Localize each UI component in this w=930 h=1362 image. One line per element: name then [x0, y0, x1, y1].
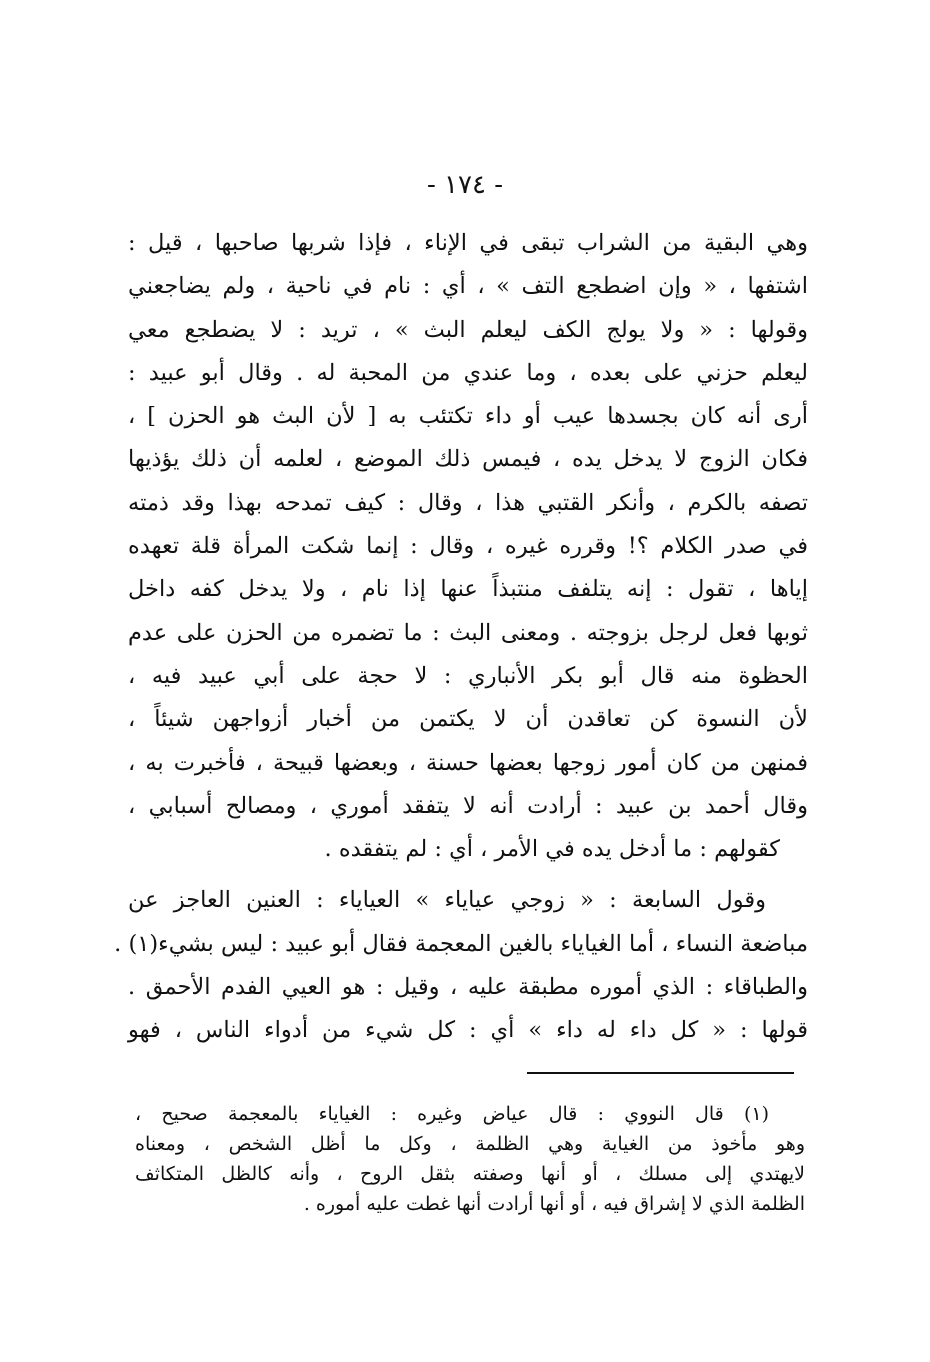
text-line: ثوبها فعل لرجل بزوجته . ومعنى البث : ما تضمره من الحزن على عدم: [128, 619, 808, 646]
text-line: كقولهم : ما أدخل يده في الأمر ، أي : لم يتفقده .: [324, 836, 780, 863]
text-line: مباضعة النساء ، أما الغياياء بالغين المعجمة فقال أبو عبيد : ليس بشيء(١) .: [114, 930, 808, 957]
text-line: إياها ، تقول : إنه يتلفف منتبذاً عنها إذا نام ، ولا يدخل كفه داخل: [128, 576, 808, 603]
text-line: الحظوة منه قال أبو بكر الأنباري : لا حجة على أبي عبيد فيه ،: [128, 662, 808, 689]
paragraph-gap: [128, 871, 808, 879]
text-line: تصفه بالكرم ، وأنكر القتبي هذا ، وقال : كيف تمدحه بهذا وقد ذمته: [128, 489, 808, 516]
main-text: [114, 222, 808, 1053]
footnote: [135, 1099, 805, 1219]
text-line: أرى أنه كان بجسدها عيب أو داء تكتئب به [ لأن البث هو الحزن ] ،: [128, 403, 808, 430]
footnote-line: الظلمة الذي لا إشراق فيه ، أو أنها أرادت أنها غطت عليه أموره .: [303, 1193, 805, 1215]
footnote-line: لايهتدي إلى مسلك ، أو أنها وصفته بثقل الروح ، وأنه كالظل المتكاثف: [135, 1163, 805, 1185]
footnote-divider: [527, 1072, 794, 1074]
text-line: والطباقاء : الذي أموره مطبقة عليه ، وقيل : هو العيي الفدم الأحمق .: [128, 974, 808, 1001]
text-line: اشتفها ، « وإن اضطجع التف » ، أي : نام في ناحية ، ولم يضاجعني: [128, 273, 808, 300]
text-line: قولها : « كل داء له داء » أي : كل شيء من أدواء الناس ، فهو: [128, 1017, 808, 1044]
text-line: في صدر الكلام ؟! وقرره غيره ، وقال : إنما شكت المرأة قلة تعهده: [128, 533, 808, 560]
page-number: - ١٧٤ -: [426, 170, 504, 200]
text-line: وهي البقية من الشراب تبقى في الإناء ، فإذا شربها صاحبها ، قيل :: [128, 230, 808, 256]
text-line: وقول السابعة : « زوجي عياياء » العياياء : العنين العاجز عن: [128, 887, 766, 914]
text-line: فكان الزوج لا يدخل يده ، فيمس ذلك الموضع ، لعلمه أن ذلك يؤذيها: [128, 446, 808, 473]
footnote-line: (١) قال النووي : قال عياض وغيره : الغياياء بالمعجمة صحيح ،: [135, 1103, 769, 1125]
footnote-line: وهو مأخوذ من الغياية وهي الظلمة ، وكل ما أظل الشخص ، ومعناه: [135, 1133, 805, 1155]
text-line: وقال أحمد بن عبيد : أرادت أنه لا يتفقد أموري ، ومصالح أسبابي ،: [128, 792, 808, 819]
text-line: لأن النسوة كن تعاقدن أن لا يكتمن من أخبار أزواجهن شيئاً ،: [128, 706, 808, 733]
text-line: وقولها : « ولا يولج الكف ليعلم البث » ، تريد : لا يضطجع معي: [128, 316, 808, 343]
text-line: ليعلم حزني على بعده ، وما عندي من المحبة له . وقال أبو عبيد :: [128, 359, 808, 386]
text-line: فمنهن من كان أمور زوجها بعضها حسنة ، وبعضها قبيحة ، فأخبرت به ،: [128, 749, 808, 776]
